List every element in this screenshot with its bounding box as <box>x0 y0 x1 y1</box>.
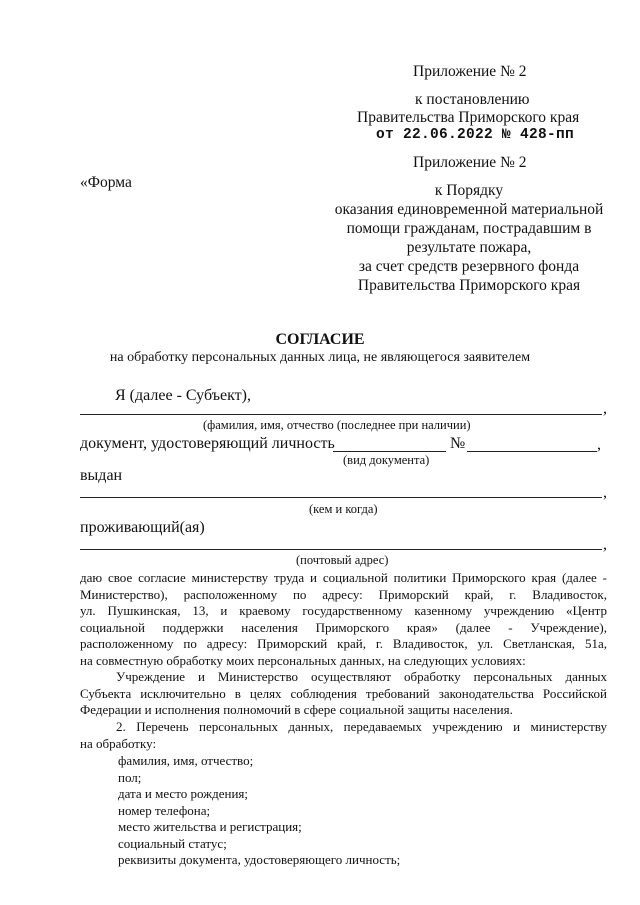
document-title: СОГЛАСИЕ <box>275 331 365 348</box>
number-sign: № <box>450 435 466 452</box>
appendix-number-2: Приложение № 2 <box>413 154 527 171</box>
address-comma: , <box>603 536 607 553</box>
list-item: место жительства и регистрация; <box>118 819 302 834</box>
document-number-line[interactable] <box>467 451 597 452</box>
consent-line: на совместную обработку моих персональных данных, на следующих условиях: <box>80 652 526 668</box>
consent-paragraph <box>80 570 607 669</box>
list-item: пол; <box>118 769 142 785</box>
list-item: социальный статус; <box>118 835 227 851</box>
document-comma: , <box>597 436 601 453</box>
point-1-line: Учреждение и Министерство осуществляют обработку персональных данных <box>116 669 607 684</box>
point-2-line: на обработку: <box>80 735 157 751</box>
list-item: фамилия, имя, отчество; <box>118 753 254 768</box>
point-1-line: Федерации и исполнения полномочий в сфере социальной защиты населения. <box>80 702 513 717</box>
to-resolution-label: к постановлению <box>415 91 530 108</box>
consent-line: социальной поддержки населения Приморского края» (далее - Учреждение), <box>80 619 607 635</box>
address-input-line[interactable] <box>80 549 602 550</box>
order-line: результате пожара, <box>406 239 532 256</box>
decree-number: от 22.06.2022 № 428-пп <box>376 127 575 143</box>
government-label: Правительства Приморского края <box>357 109 580 126</box>
point-1-line: Субъекта исключительно в целях соблюдения требований законодательства Российской <box>80 685 607 701</box>
document-subtitle: на обработку персональных данных лица, не являющегося заявителем <box>109 350 531 365</box>
document-label: документ, удостоверяющий личность <box>80 435 335 452</box>
personal-data-list <box>118 753 400 869</box>
issued-label: выдан <box>80 467 123 484</box>
point-2-line: 2. Перечень персональных данных, передаваемых учреждению и министерству <box>116 719 607 734</box>
issued-input-line[interactable] <box>80 497 602 498</box>
order-line: Правительства Приморского края <box>357 277 581 294</box>
document-type-line[interactable] <box>333 451 446 452</box>
fio-comma: , <box>603 400 607 417</box>
issued-caption: (кем и когда) <box>309 502 378 516</box>
appendix-number: Приложение № 2 <box>413 63 527 80</box>
address-caption: (почтовый адрес) <box>296 553 389 567</box>
consent-line: расположенному по адресу: Приморский край, г. Владивосток, ул. Светланская, 51а, <box>80 636 607 651</box>
form-mark: «Форма <box>80 174 132 191</box>
issued-comma: , <box>603 484 607 501</box>
subject-label: Я (далее - Субъект), <box>115 387 251 404</box>
order-block <box>310 181 628 295</box>
list-item: реквизиты документа, удостоверяющего личность; <box>118 852 401 867</box>
fio-input-line[interactable] <box>80 414 602 415</box>
fio-caption: (фамилия, имя, отчество (последнее при наличии) <box>203 418 471 432</box>
list-item: номер телефона; <box>118 802 211 818</box>
order-line: помощи гражданам, пострадавшим в <box>346 220 592 237</box>
doc-type-caption: (вид документа) <box>343 453 430 467</box>
residing-label: проживающий(ая) <box>80 519 205 536</box>
point-2-paragraph <box>80 719 607 752</box>
list-item: дата и место рождения; <box>118 786 249 801</box>
point-1-paragraph <box>80 669 607 719</box>
order-line: за счет средств резервного фонда <box>358 258 580 275</box>
consent-line: ул. Пушкинская, 13, и краевому государственному казенному учреждению «Центр <box>80 603 607 618</box>
consent-line: даю свое согласие министерству труда и социальной политики Приморского края (далее - <box>80 570 607 585</box>
order-line: к Порядку <box>434 182 504 199</box>
order-line: оказания единовременной материальной <box>334 201 604 218</box>
consent-line: Министерство), расположенному по адресу: Приморский край, г. Владивосток, <box>80 586 607 602</box>
